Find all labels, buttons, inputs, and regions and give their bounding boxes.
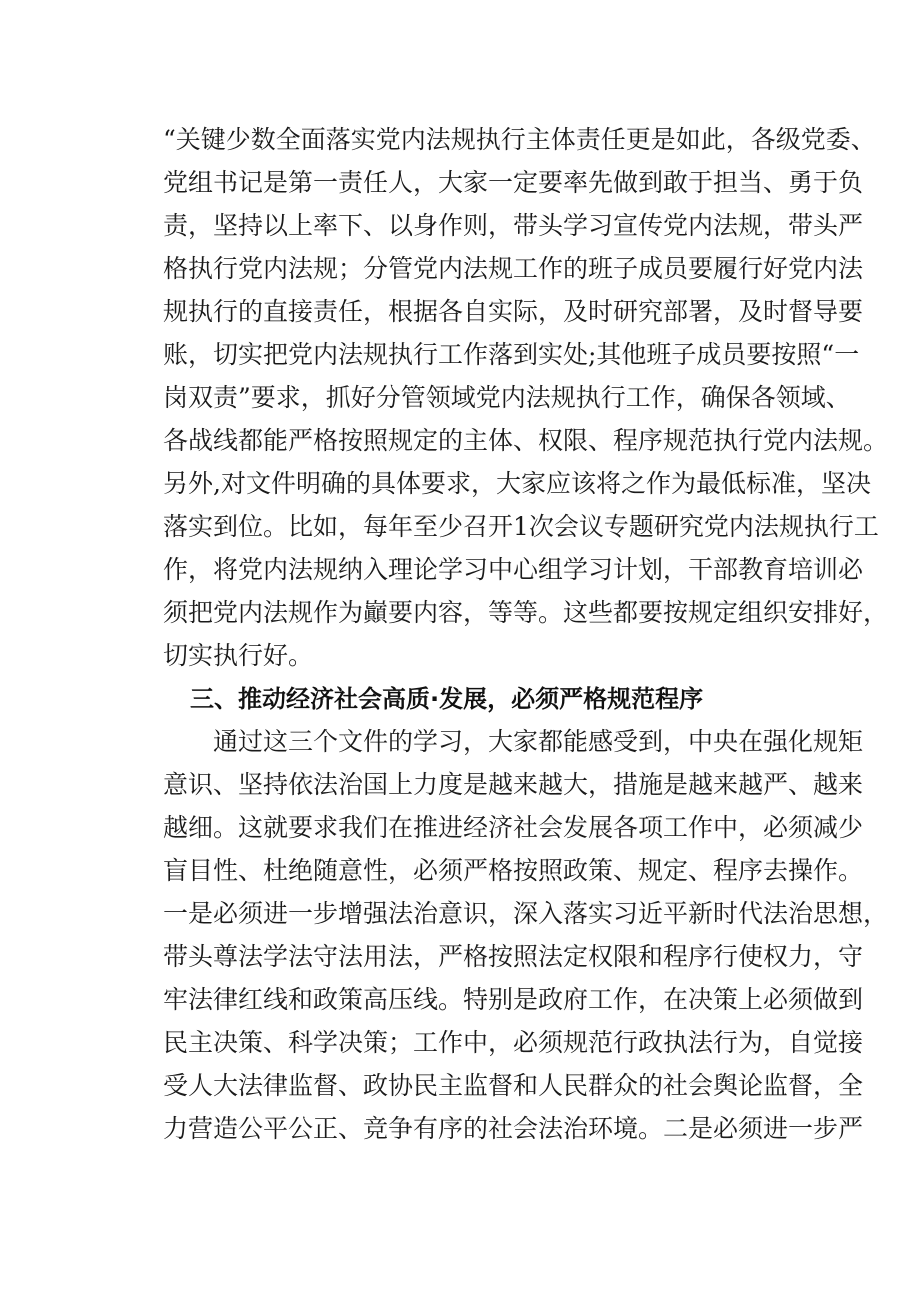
paragraph-line: 落实到位。比如，每年至少召开1次会议专题研究党内法规执行工 — [163, 512, 879, 541]
paragraph-line: 各战线都能严格按照规定的主体、权限、程序规范执行党内法规。 — [163, 426, 889, 455]
paragraph-line: 受人大法律监督、政协民主监督和人民群众的社会舆论监督，全 — [163, 1071, 864, 1100]
paragraph-line: 格执行党内法规；分管党内法规工作的班子成员要履行好党内法 — [163, 254, 864, 283]
section-heading: 三、推动经济社会高质·发展，必须严格规范程序 — [190, 685, 704, 713]
paragraph-line: 岗双责”要求，抓好分管领域党内法规执行工作，确保各领域、 — [163, 383, 851, 412]
paragraph-line: 另外,对文件明确的具体要求，大家应该将之作为最低标准，坚决 — [163, 469, 871, 498]
paragraph-line: 须把党内法规作为巓要内容，等等。这些都要按规定组织安排好， — [163, 598, 889, 627]
paragraph-line: 通过这三个文件的学习，大家都能感受到，中央在强化规矩 — [213, 727, 864, 756]
paragraph-line: 力营造公平公正、竞争有序的社会法治环境。二是必须进一步严 — [163, 1114, 864, 1143]
paragraph-line: 牢法律红线和政策高压线。特别是政府工作，在决策上必须做到 — [163, 985, 864, 1014]
paragraph-line: “关键少数全面落实党内法规执行主体责任更是如此，各级党委、 — [163, 125, 876, 154]
paragraph-line: 账，切实把党内法规执行工作落到实处;其他班子成员要按照“一 — [163, 340, 860, 369]
paragraph-line: 党组书记是第一责任人，大家一定要率先做到敢于担当、勇于负 — [163, 168, 864, 197]
paragraph-line: 盲目性、杜绝随意性，必须严格按照政策、规定、程序去操作。 — [163, 856, 864, 885]
paragraph-line: 规执行的直接责任，根据各自实际，及时研究部署，及时督导要 — [163, 297, 864, 326]
paragraph-line: 带头尊法学法守法用法，严格按照法定权限和程序行使权力，守 — [163, 942, 864, 971]
paragraph-line: 切实执行好。 — [163, 641, 314, 670]
paragraph-line: 一是必须进一步增强法治意识，深入落实习近平新时代法治思想， — [163, 899, 889, 928]
paragraph-line: 民主决策、科学决策；工作中，必须规范行政执法行为，自觉接 — [163, 1028, 864, 1057]
paragraph-line: 责，坚持以上率下、以身作则，带头学习宣传党内法规，带头严 — [163, 211, 864, 240]
paragraph-line: 越细。这就要求我们在推进经济社会发展各项工作中，必须减少 — [163, 813, 864, 842]
paragraph-line: 意识、坚持依法治国上力度是越来越大，措施是越来越严、越来 — [163, 770, 864, 799]
paragraph-line: 作，将党内法规纳入理论学习中心组学习计划，干部教育培训必 — [163, 555, 864, 584]
